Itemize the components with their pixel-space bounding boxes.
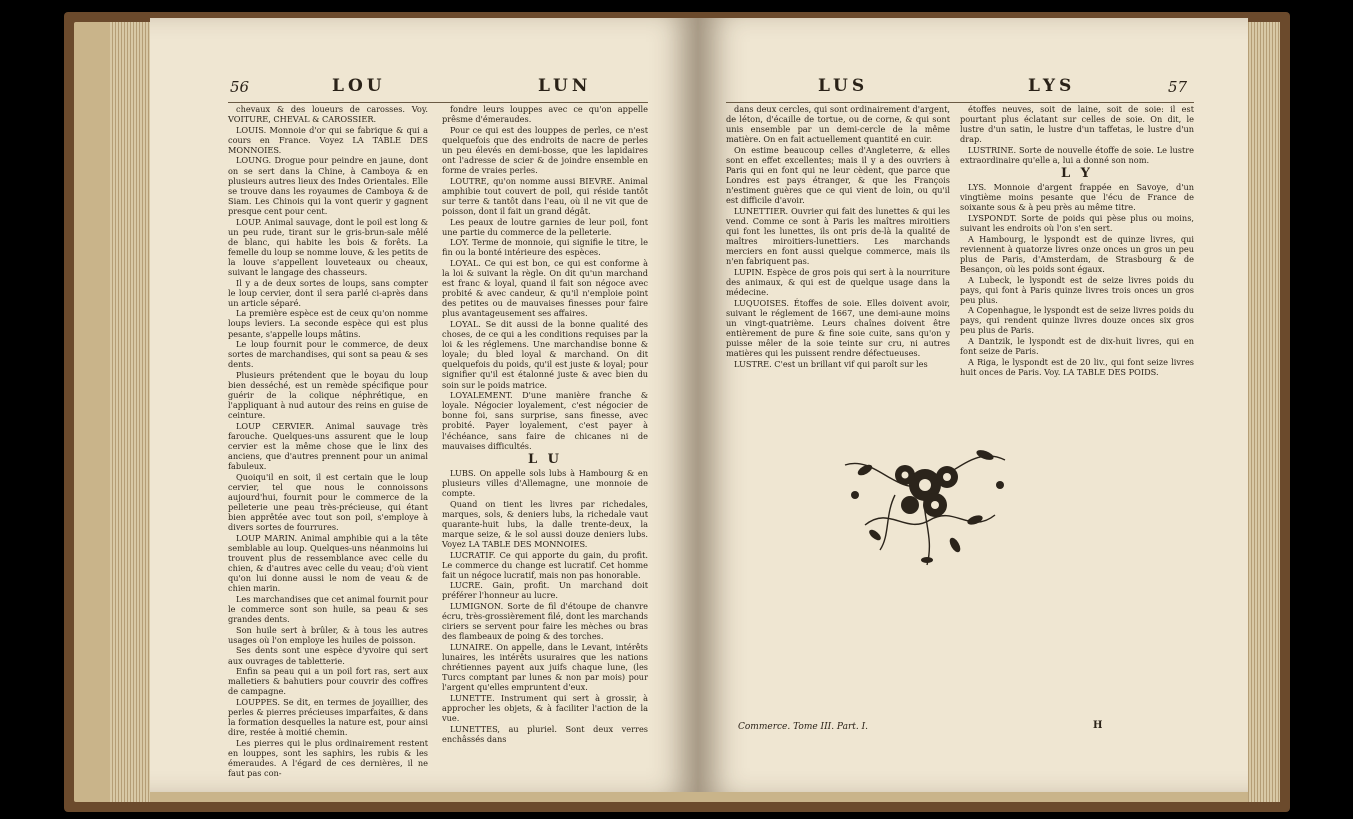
entry: A Riga, le lyspondt est de 20 liv., qui font seize livres huit onces de Paris. Voy. LA TABLE DES POIDS. [960,356,1194,377]
column-2 [442,104,648,744]
header-rule [228,102,648,103]
running-head-right: LYS [1028,76,1076,96]
entry: LUPIN. Espèce de gros pois qui sert à la nourriture des animaux, & qui est de quelque usage dans la médecine. [726,267,950,298]
running-head-right: LUN [538,76,592,96]
entry: Son huile sert à brûler, & à tous les autres usages où l'on employe les huiles de poisson. [228,624,428,645]
entry: Les peaux de loutre garnies de leur poil, font une partie du commerce de la pelleterie. [442,216,648,237]
entry: étoffes neuves, soit de laine, soit de soie: il est pourtant plus éclatant sur celles de soie. On dit, le lustre d'un satin, le lustre d'un taffetas, le lustre d'un drap. [960,104,1194,145]
entry: Enfin sa peau qui a un poil fort ras, sert aux malletiers & bahutiers pour couvrir des coffres de campagne. [228,666,428,697]
entry: Plusieurs prétendent que le boyau du loup bien desséché, est un remède spécifique pour guérir de la colique néphrétique, en l'appliquant à nud autour des reins en guise de ceinture. [228,369,428,421]
entry: LUMIGNON. Sorte de fil d'étoupe de chanvre écru, très-grossièrement filé, dont les marchands ciriers se servent pour faire les mèches ou bras des flambeaux de poing & des torches. [442,601,648,642]
footer-signature-line: Commerce. Tome III. Part. I. [738,722,868,732]
entry: LOUP. Animal sauvage, dont le poil est long & un peu rude, tirant sur le gris-brun-sale mêlé de blanc, qui habite les bois & forêts. La femelle du loup se nomme louve, & les petits de la louve s'appellent louveteaux ou cheaux, suivant le langage des chasseurs. [228,216,428,277]
entry: A Dantzik, le lyspondt est de dix-huit livres, qui en font seize de Paris. [960,336,1194,357]
entry: Il y a de deux sortes de loups, sans compter le loup cervier, dont il sera parlé ci-après dans un article séparé. [228,277,428,308]
entry: Les pierres qui le plus ordinairement restent en louppes, sont les saphirs, les rubis & les émeraudes. A l'égard de ces dernières, il ne faut pas con- [228,737,428,779]
entry: LYS. Monnoie d'argent frappée en Savoye, d'un vingtième moins pesante que l'écu de France de soixante sous & à peu près au même titre. [960,182,1194,213]
page-number: 56 [230,78,250,96]
entry: Ses dents sont une espèce d'yvoire qui sert aux ouvrages de tabletterie. [228,645,428,666]
entry: LUCRE. Gain, profit. Un marchand doit préférer l'honneur au lucre. [442,580,648,601]
entry: A Hambourg, le lyspondt est de quinze livres, qui reviennent à quatorze livres onze onces un gros un peu plus de Paris, d'Amsterdam, de Strasbourg & de Besançon, où les poids sont égaux. [960,233,1194,274]
entry: LYSPONDT. Sorte de poids qui pèse plus ou moins, suivant les endroits où l'on s'en sert. [960,212,1194,234]
entry: LOUPPES. Se dit, en termes de joyaillier, des perles & pierres précieuses imparfaites, & dans la formation desquelles la nature est, pour ainsi dire, restée à moitié chemin. [228,696,428,738]
column-1 [228,104,428,779]
right-page-stack [1248,22,1280,802]
entry: dans deux cercles, qui sont ordinairement d'argent, de léton, d'écaille de tortue, ou de corne, & qui sont unis ensemble par un demi-cercle de la même matière. On en fait actuellement quantité en cuir. [726,104,950,145]
entry: Le loup fournit pour le commerce, de deux sortes de marchandises, qui sont sa peau & ses dents. [228,339,428,370]
gathering-signature: H [1093,720,1103,731]
entry: LUNETTE. Instrument qui sert à grossir, à approcher les objets, & à faciliter l'action de la vue. [442,692,648,724]
section-heading-ly: L Y [1061,166,1093,182]
entry: fondre leurs louppes avec ce qu'on appelle prêsme d'émeraudes. [442,104,648,125]
page-number: 57 [1168,78,1188,96]
running-head-left: LOU [332,76,386,96]
entry: LOUNG. Drogue pour peindre en jaune, dont on se sert dans la Chine, à Camboya & en plusieurs autres lieux des Indes Orientales. Elle se trouve dans les royaumes de Camboya & de Siam. Les Chinois qui la vont querir y gagnent presque cent pour cent. [228,155,428,216]
entry: Pour ce qui est des louppes de perles, ce n'est quelquefois que des endroits de nacre de perles un peu élevés en demi-bosse, que les lapidaires ont l'adresse de scier & de joindre ensemble en forme de vraies perles. [442,124,648,176]
entry: A Copenhague, le lyspondt est de seize livres poids du pays, qui rendent quinze livres douze onces six gros peu plus de Paris. [960,305,1194,336]
floral-ornament-icon [835,425,1015,575]
entry: LUQUOISES. Étoffes de soie. Elles doivent avoir, suivant le réglement de 1667, une demi-aune moins un vingt-quatrième. Leurs chaînes doivent être entièrement de pure & fine soie cuite, sans qu'on y puisse mêler de la soie teinte sur cru, ni autres matières qui les puissent rendre défectueuses. [726,297,950,359]
column-2 [960,104,1194,377]
entry: LUNETTES, au pluriel. Sont deux verres enchâssés dans [442,723,648,744]
entry: chevaux & des loueurs de carosses. Voy. VOITURE, CHEVAL & CAROSSIER. [228,104,428,125]
entry: LOUP MARIN. Animal amphibie qui a la tête semblable au loup. Quelques-uns néanmoins lui trouvent plus de ressemblance avec celle du chien, & d'autres avec celle du veau; d'où vient qu'on lui donne aussi le nom de veau & de chien marin. [228,532,428,594]
entry: Les marchandises que cet animal fournit pour le commerce sont son huile, sa peau & ses grandes dents. [228,594,428,625]
left-page-stack [110,22,150,802]
entry: LOYAL. Se dit aussi de la bonne qualité des choses, de ce qui a les conditions requises par la loi & les réglemens. Une marchandise bonne & loyale; du bled loyal & marchand. On dit quelquefois du poids, qu'il est juste & loyal; pour signifier qu'il est étalonné juste & avec bien du soin sur le poids matrice. [442,318,648,390]
header-rule [726,102,1194,103]
entry: LOUIS. Monnoie d'or qui se fabrique & qui a cours en France. Voyez LA TABLE DES MONNOIES. [228,124,428,155]
entry: LUSTRE. C'est un brillant vif qui paroît sur les [734,358,928,369]
entry: LOYAL. Ce qui est bon, ce qui est conforme à la loi & suivant la règle. On dit qu'un marchand est franc & loyal, quand il fait son négoce avec probité & avec candeur, & qu'il n'emploie point des petites ou de mauvaises finesses pour faire plus avantageusement ses affaires. [442,257,648,319]
entry: Quand on tient les livres par richedales, marques, sols, & deniers lubs, la richedale vaut quarante-huit lubs, la dalle trente-deux, la marque seize, & le sol aussi douze deniers lubs. Voyez LA TABLE DES MONNOIES. [442,498,648,549]
entry: On estime beaucoup celles d'Angleterre, & elles sont en effet excellentes; mais il y a des ouvriers à Paris qui en font qui ne leur cèdent, que parce que Londres est pays étranger, & que les François n'estiment guères que ce qui vient de loin, ou qu'il est difficile d'avoir. [726,144,950,206]
entry: Quoiqu'il en soit, il est certain que le loup cervier, tel que nous le connoissons aujourd'hui, fournit pour le commerce de la pelleterie une peau très-précieuse, qui étant bien apprêtée avec tout son poil, s'employe à divers sortes de fourrures. [228,471,428,533]
entry: LUSTRINE. Sorte de nouvelle étoffe de soie. Le lustre extraordinaire qu'elle a, lui a donné son nom. [960,144,1194,165]
running-head-left: LUS [818,76,869,96]
section-heading-lu: L U [527,451,562,467]
entry: LOUTRE, qu'on nomme aussi BIEVRE. Animal amphibie tout couvert de poil, qui réside tantôt sur terre & tantôt dans l'eau, où il ne vit que de poisson, dont il fait un grand dégât. [442,175,648,216]
entry: LUNETTIER. Ouvrier qui fait des lunettes & qui les vend. Comme ce sont à Paris les maîtres miroitiers qui font les lunettes, ils ont pris de-là la qualité de maîtres miroitiers-lunettiers. Les marchands merciers en font aussi quelque commerce, mais ils n'en fabriquent pas. [726,205,950,267]
right-page [698,18,1248,792]
entry: LUBS. On appelle sols lubs à Hambourg & en plusieurs villes d'Allemagne, une monnoie de compte. [442,467,648,498]
left-page [150,18,698,792]
column-1 [726,104,950,369]
entry: La première espèce est de ceux qu'on nomme loups leviers. La seconde espèce qui est plus pesante, s'appelle loups mâtins. [228,308,428,339]
entry: LOY. Terme de monnoie, qui signifie le titre, le fin ou la bonté intérieure des espèces. [442,237,648,258]
entry: LUNAIRE. On appelle, dans le Levant, intérêts lunaires, les intérêts usuraires que les nations chrétiennes payent aux juifs chaque lune, (les Turcs comptant par lunes & non par mois) pour l'argent qu'elles empruntent d'eux. [442,641,648,693]
entry: LOUP CERVIER. Animal sauvage très farouche. Quelques-uns assurent que le loup cervier est la même chose que le linx des anciens, que d'autres prennent pour un animal fabuleux. [228,420,428,472]
entry: LUCRATIF. Ce qui apporte du gain, du profit. Le commerce du change est lucratif. Cet homme fait un négoce lucratif, mais non pas honorable. [442,549,648,580]
entry: A Lubeck, le lyspondt est de seize livres poids du pays, qui font à Paris quinze livres trois onces un gros peu plus. [960,274,1194,305]
entry: LOYALEMENT. D'une manière franche & loyale. Négocier loyalement, c'est négocier de bonne foi, sans surprise, sans finesse, avec probité. Payer loyalement, c'est payer à l'échéance, sans faire de chicanes ni de mauvaises difficultés. [442,390,648,451]
